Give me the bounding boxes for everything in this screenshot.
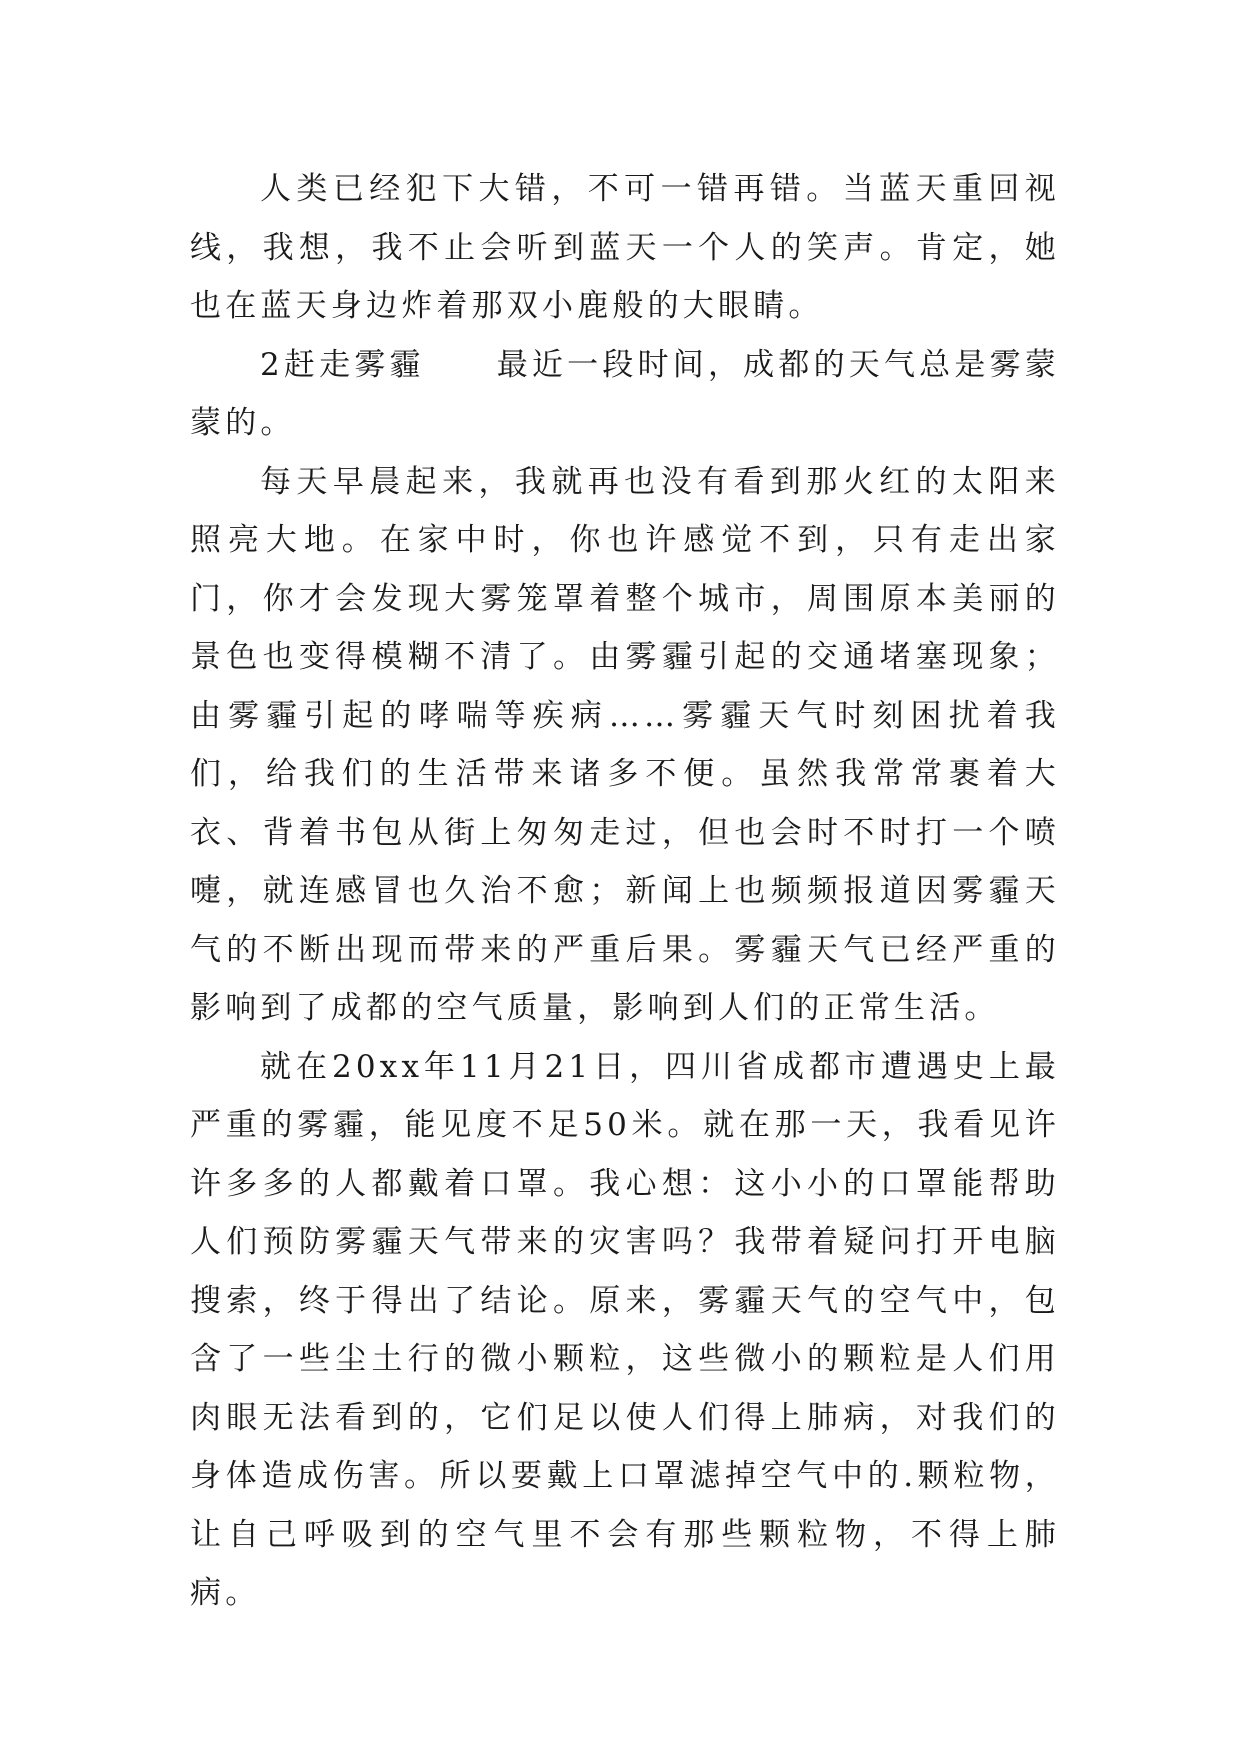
document-body (190, 160, 1060, 1623)
paragraph-smog-day: 就在20xx年11月21日，四川省成都市遭遇史上最严重的雾霾，能见度不足50米。就在那一天，我看见许许多多的人都戴着口罩。我心想：这小小的口罩能帮助人们预防雾霾天气带来的灾害吗？我带着疑问打开电脑搜索，终于得出了结论。原来，雾霾天气的空气中，包含了一些尘土行的微小颗粒，这些微小的颗粒是人们用肉眼无法看到的，它们足以使人们得上肺病，对我们的身体造成伤害。所以要戴上口罩滤掉空气中的.颗粒物，让自己呼吸到的空气里不会有那些颗粒物，不得上肺病。 (190, 1048, 1060, 1611)
paragraph-section-heading (190, 336, 1060, 453)
paragraph-morning: 每天早晨起来，我就再也没有看到那火红的太阳来照亮大地。在家中时，你也许感觉不到，只有走出家门，你才会发现大雾笼罩着整个城市，周围原本美丽的景色也变得模糊不清了。由雾霾引起的交通堵塞现象；由雾霾引起的哮喘等疾病……雾霾天气时刻困扰着我们，给我们的生活带来诸多不便。虽然我常常裹着大衣、背着书包从街上匆匆走过，但也会时不时打一个喷嚏，就连感冒也久治不愈；新闻上也频频报道因雾霾天气的不断出现而带来的严重后果。雾霾天气已经严重的影响到了成都的空气质量，影响到人们的正常生活。 (190, 463, 1060, 1026)
section-title: 2赶走雾霾 (260, 346, 425, 383)
paragraph-conclusion: 人类已经犯下大错，不可一错再错。当蓝天重回视线，我想，我不止会听到蓝天一个人的笑声。肯定，她也在蓝天身边炸着那双小鹿般的大眼睛。 (190, 171, 1060, 324)
section-first-sentence: 最近一段时间，成都的天气总是雾蒙蒙的。 (190, 346, 1060, 441)
